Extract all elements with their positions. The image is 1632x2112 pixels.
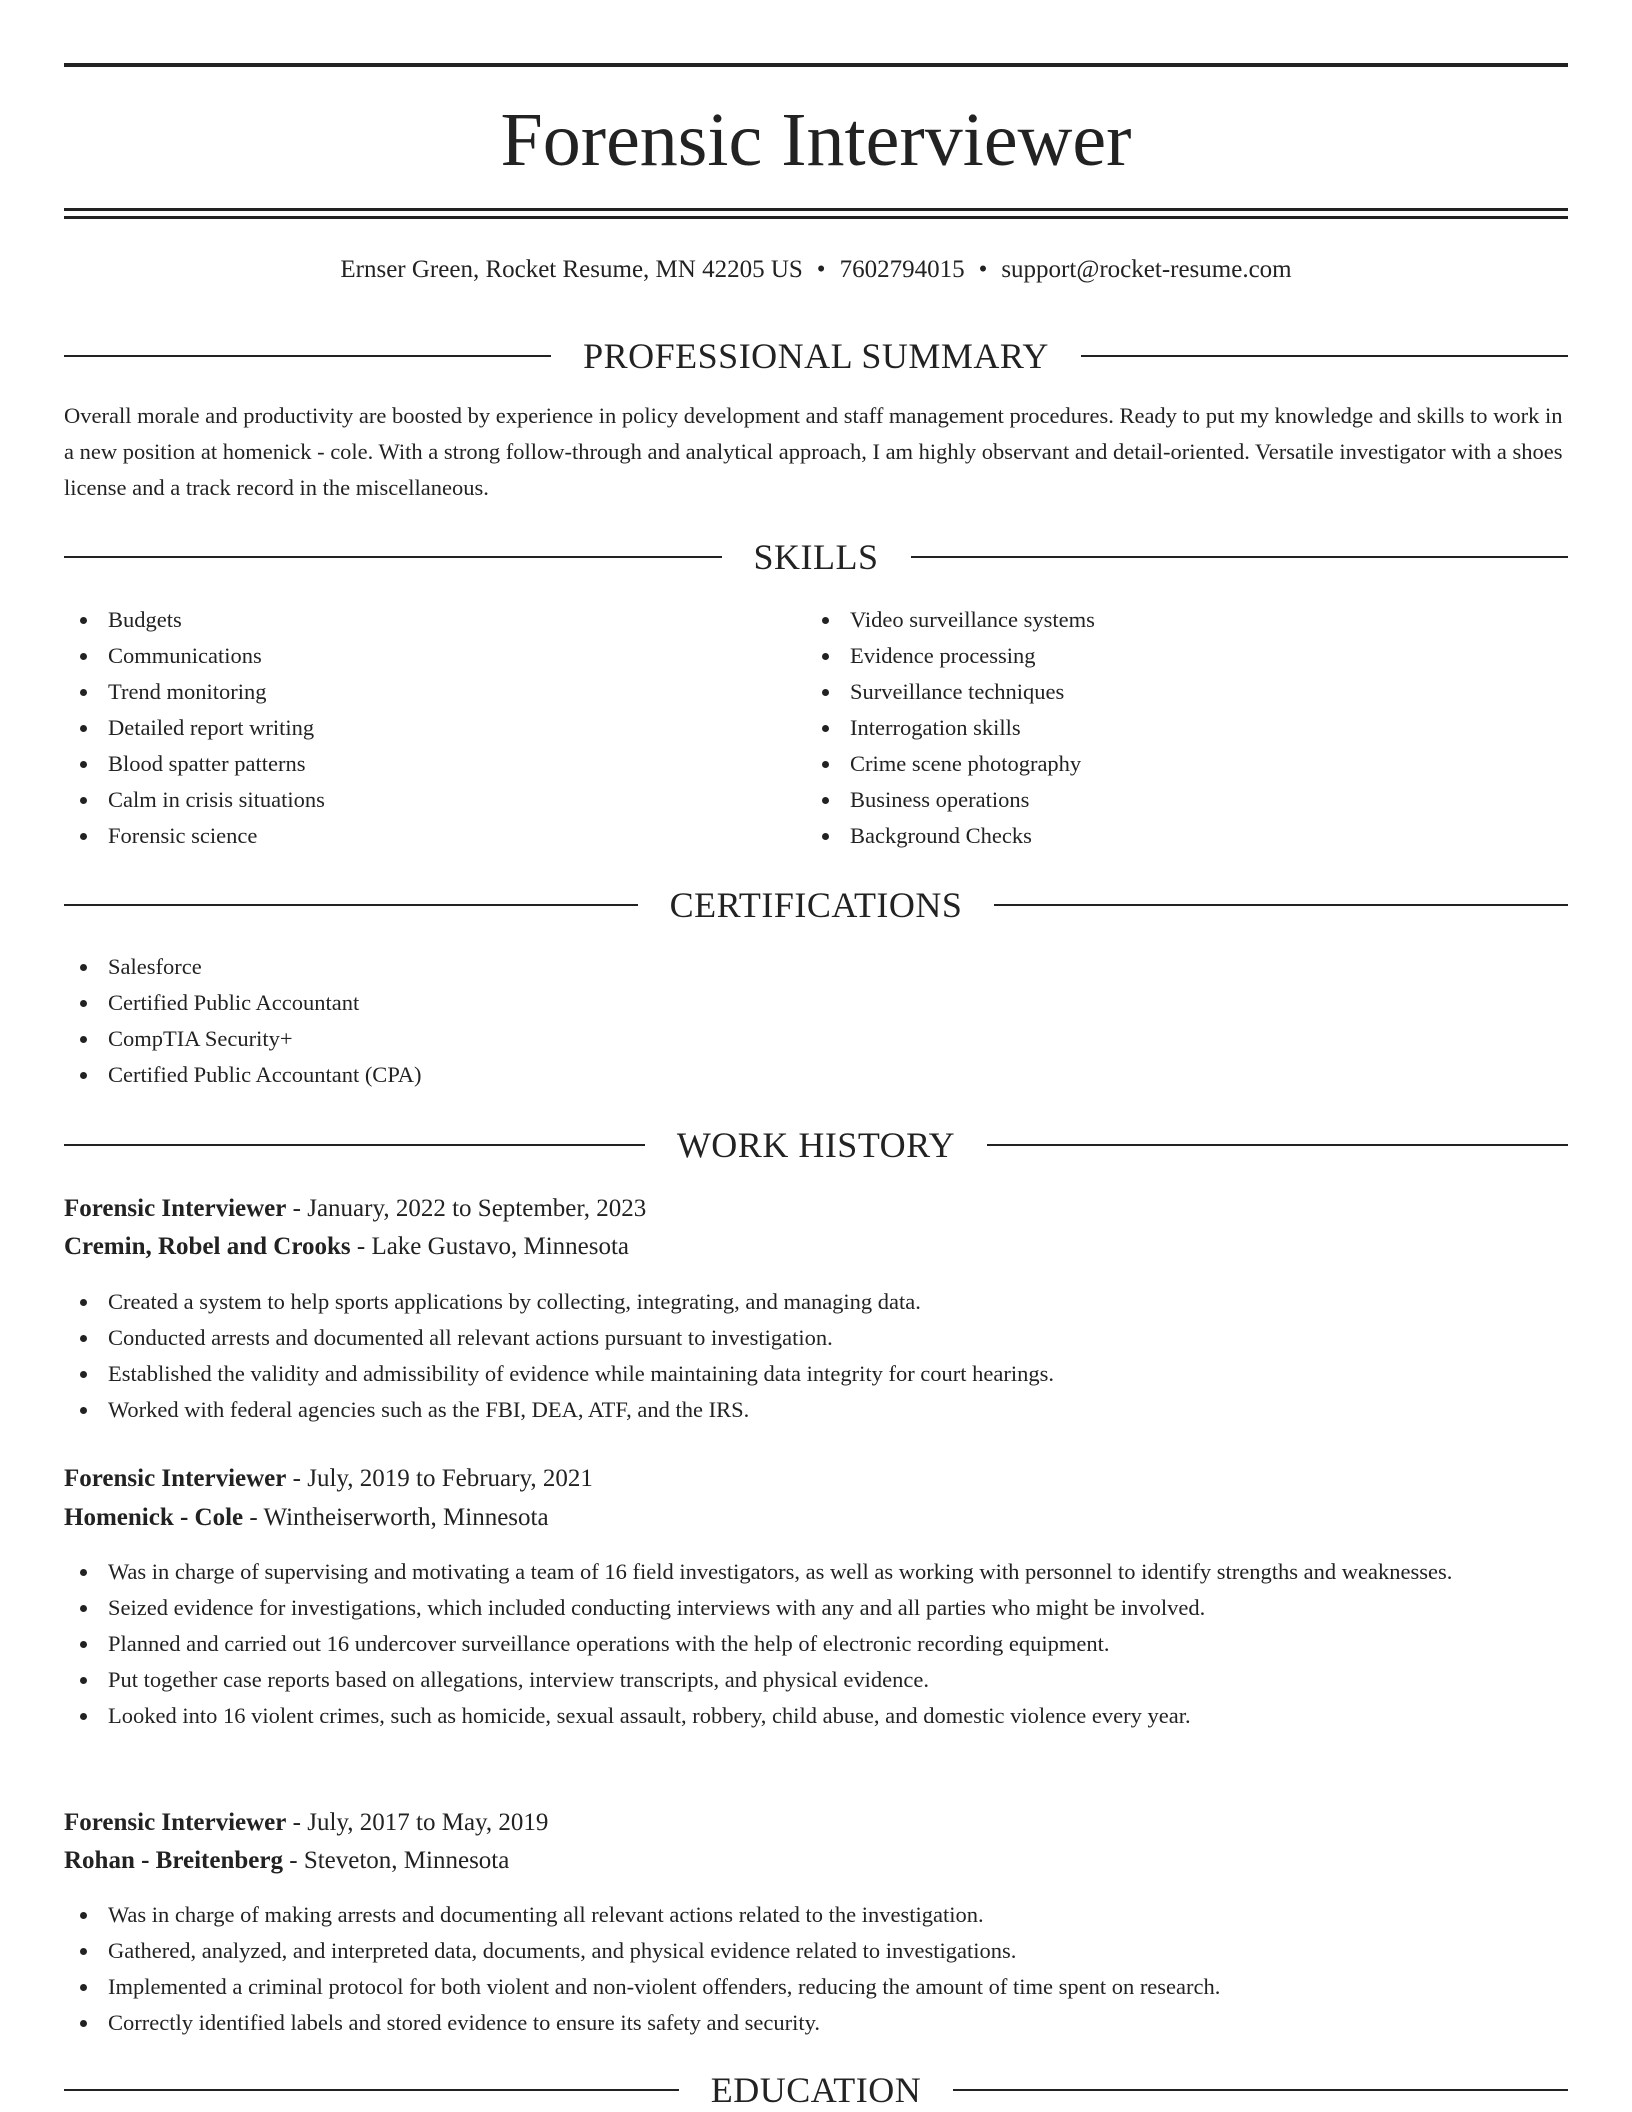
job-bullet: Was in charge of supervising and motivating a team of 16 field investigators, as well as working with personnel to identify strengths and weaknesses. <box>64 1554 1568 1590</box>
section-heading-label: SKILLS <box>753 537 879 577</box>
skill-item: Evidence processing <box>806 638 1566 674</box>
job-company-line <box>64 1842 1568 1880</box>
job-bullet: Put together case reports based on allegations, interview transcripts, and physical evidence. <box>64 1662 1568 1698</box>
section-heading-label: PROFESSIONAL SUMMARY <box>583 336 1049 376</box>
section-heading-education <box>64 2068 1568 2112</box>
section-heading-certifications <box>64 883 1568 927</box>
contact-phone: 7602794015 <box>839 256 965 283</box>
section-heading-summary <box>64 334 1568 378</box>
job-bullets <box>64 1897 1568 2041</box>
skill-item: Communications <box>64 638 764 674</box>
heading-rule <box>64 904 638 906</box>
job-dates: January, 2022 to September, 2023 <box>307 1195 647 1222</box>
job-bullet: Seized evidence for investigations, which included conducting interviews with any and all parties who might be involved. <box>64 1590 1568 1626</box>
skill-item: Budgets <box>64 602 764 638</box>
job-bullet: Worked with federal agencies such as the FBI, DEA, ATF, and the IRS. <box>64 1392 1568 1428</box>
job-bullet: Correctly identified labels and stored evidence to ensure its safety and security. <box>64 2005 1568 2041</box>
section-heading-label: WORK HISTORY <box>676 1125 956 1165</box>
skills-list-left <box>64 602 764 854</box>
skills-list-right <box>806 602 1566 854</box>
job-title: Forensic Interviewer <box>64 1809 287 1836</box>
job-company: Cremin, Robel and Crooks <box>64 1233 351 1260</box>
job-company-line <box>64 1499 1568 1537</box>
skill-item: Detailed report writing <box>64 710 764 746</box>
job-bullet: Conducted arrests and documented all relevant actions pursuant to investigation. <box>64 1320 1568 1356</box>
contact-email: support@rocket-resume.com <box>1001 256 1292 283</box>
job-bullet: Created a system to help sports applications by collecting, integrating, and managing data. <box>64 1284 1568 1320</box>
skill-item: Background Checks <box>806 818 1566 854</box>
dash: - <box>350 1233 372 1260</box>
job-company: Rohan - Breitenberg <box>64 1847 283 1874</box>
resume-title: Forensic Interviewer <box>500 98 1132 182</box>
section-heading-label: CERTIFICATIONS <box>669 885 963 925</box>
skill-item: Blood spatter patterns <box>64 746 764 782</box>
dash: - <box>282 1847 304 1874</box>
job-location: Lake Gustavo, Minnesota <box>371 1233 630 1260</box>
job-bullet: Planned and carried out 16 undercover surveillance operations with the help of electronic recording equipment. <box>64 1626 1568 1662</box>
heading-rule <box>994 904 1568 906</box>
job-dates: July, 2017 to May, 2019 <box>307 1809 549 1836</box>
job-bullet: Looked into 16 violent crimes, such as homicide, sexual assault, robbery, child abuse, and domestic violence every year. <box>64 1698 1568 1734</box>
heading-rule <box>1081 355 1568 357</box>
job-company-line <box>64 1228 1568 1266</box>
job-bullet: Implemented a criminal protocol for both violent and non-violent offenders, reducing the amount of time spent on research. <box>64 1969 1568 2005</box>
summary-text: Overall morale and productivity are boosted by experience in policy development and staff management procedures. Ready to put my knowledge and skills to work in a new position at homenick - cole. With a strong follow-through and analytical approach, I am highly observant and detail-oriented. Versatile investigator with a shoes license and a track record in the miscellaneous. <box>64 403 1563 500</box>
certification-item: Certified Public Accountant <box>64 985 1568 1021</box>
job-title-line <box>64 1804 1568 1842</box>
job-bullet: Established the validity and admissibility of evidence while maintaining data integrity for court hearings. <box>64 1356 1568 1392</box>
job-bullet: Gathered, analyzed, and interpreted data, documents, and physical evidence related to investigations. <box>64 1933 1568 1969</box>
job-location: Steveton, Minnesota <box>303 1847 510 1874</box>
skill-item: Business operations <box>806 782 1566 818</box>
section-heading-skills <box>64 535 1568 579</box>
dash: - <box>286 1809 308 1836</box>
dash: - <box>286 1195 308 1222</box>
heading-rule <box>64 355 551 357</box>
contact-address: Ernser Green, Rocket Resume, MN 42205 US <box>340 256 803 283</box>
heading-rule <box>911 556 1569 558</box>
skill-item: Trend monitoring <box>64 674 764 710</box>
contact-line <box>64 252 1568 288</box>
section-heading-label: EDUCATION <box>710 2070 922 2110</box>
contact-separator: • <box>978 256 988 283</box>
skill-item: Video surveillance systems <box>806 602 1566 638</box>
dash: - <box>286 1465 308 1492</box>
skill-item: Crime scene photography <box>806 746 1566 782</box>
certification-item: Salesforce <box>64 949 1568 985</box>
certification-item: Certified Public Accountant (CPA) <box>64 1057 1568 1093</box>
skill-item: Calm in crisis situations <box>64 782 764 818</box>
certification-item: CompTIA Security+ <box>64 1021 1568 1057</box>
job-bullet: Was in charge of making arrests and documenting all relevant actions related to the investigation. <box>64 1897 1568 1933</box>
heading-rule <box>64 2089 679 2091</box>
heading-rule <box>953 2089 1568 2091</box>
job-title: Forensic Interviewer <box>64 1465 287 1492</box>
certifications-list <box>64 949 1568 1093</box>
job-location: Wintheiserworth, Minnesota <box>263 1504 549 1531</box>
contact-separator: • <box>816 256 826 283</box>
title-rule-lower <box>64 216 1568 219</box>
job-title-line <box>64 1460 1568 1498</box>
job-company: Homenick - Cole <box>64 1504 244 1531</box>
title-rule-upper <box>64 208 1568 211</box>
top-rule <box>64 63 1568 67</box>
job-dates: July, 2019 to February, 2021 <box>307 1465 593 1492</box>
heading-rule <box>64 556 722 558</box>
skill-item: Interrogation skills <box>806 710 1566 746</box>
job-bullets <box>64 1284 1568 1428</box>
section-heading-work-history <box>64 1123 1568 1167</box>
job-bullets <box>64 1554 1568 1734</box>
dash: - <box>243 1504 264 1531</box>
heading-rule <box>987 1144 1568 1146</box>
job-title-line <box>64 1190 1568 1228</box>
skill-item: Forensic science <box>64 818 764 854</box>
skill-item: Surveillance techniques <box>806 674 1566 710</box>
heading-rule <box>64 1144 645 1146</box>
job-title: Forensic Interviewer <box>64 1195 287 1222</box>
